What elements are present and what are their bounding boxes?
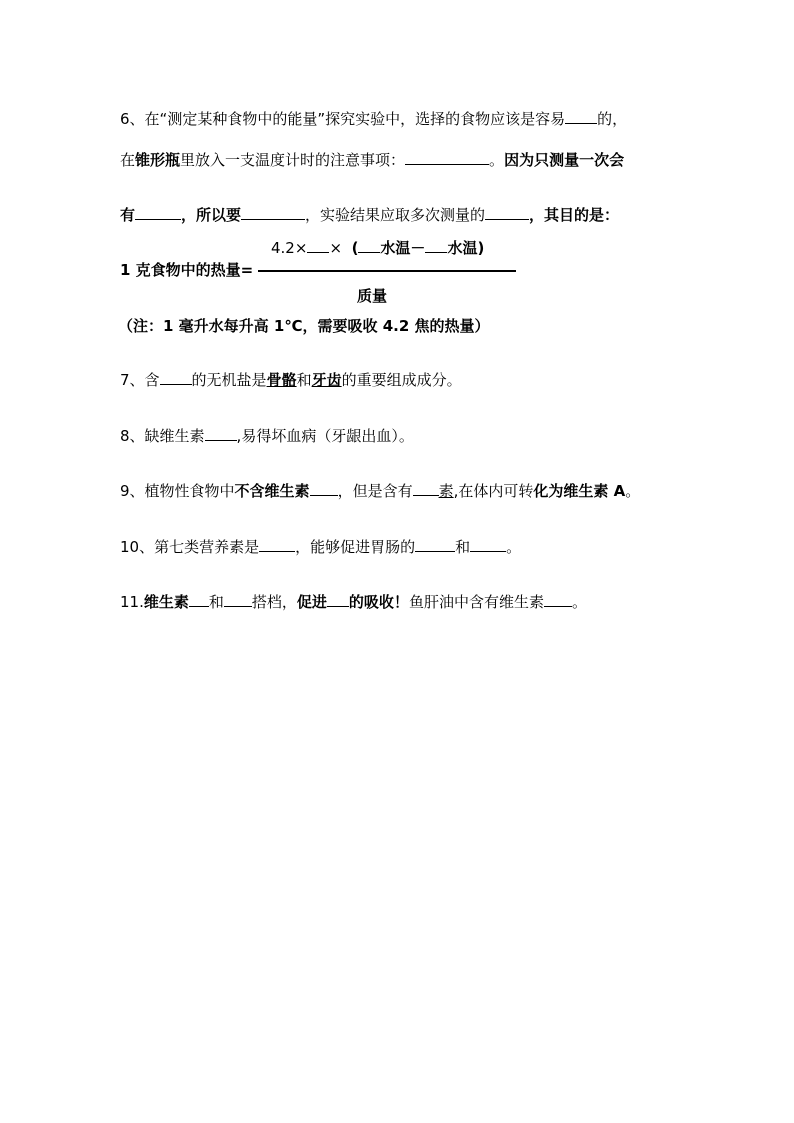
numerator-part: (	[351, 239, 359, 257]
q9-text: ，但是含有	[337, 482, 413, 500]
q8-line	[120, 426, 414, 446]
q6-blank-5[interactable]	[485, 205, 529, 220]
q7-text: 7、含	[120, 371, 160, 389]
q6-blank-2[interactable]	[405, 150, 489, 165]
q6-term-flask: 锥形瓶	[135, 151, 181, 169]
q6-line1	[120, 109, 627, 129]
q6-blank-4[interactable]	[241, 205, 305, 220]
q11-text-bold: 的吸收！	[348, 593, 409, 611]
numerator-part: 4.2×	[271, 239, 308, 257]
q9-text-bold: 不含维生素	[234, 482, 310, 500]
q10-text: 和	[455, 538, 471, 556]
q6-blank-3[interactable]	[135, 205, 181, 220]
q6-note: （注：1 毫升水每升高 1℃，需要吸收 4.2 焦的热量）	[118, 317, 490, 335]
q9-blank-2[interactable]	[413, 481, 439, 496]
q6-line2	[120, 150, 624, 170]
q11-blank-1[interactable]	[189, 592, 209, 607]
q6-text: 在	[120, 151, 136, 169]
formula-prefix: 1 克食物中的热量=	[120, 261, 254, 279]
q9-text: 9、植物性食物中	[120, 482, 235, 500]
q9-line	[120, 481, 640, 501]
q7-term-teeth: 牙齿	[311, 371, 342, 389]
q10-blank-2[interactable]	[415, 537, 455, 552]
q11-text: 鱼肝油中含有维生素	[408, 593, 544, 611]
fraction-bar	[258, 270, 516, 272]
q9-text: 。	[625, 482, 641, 500]
q10-line	[120, 537, 521, 557]
numerator-part: 水温－	[380, 239, 426, 257]
q11-text-bold: 促进	[296, 593, 327, 611]
q8-text: ,易得坏血病（牙龈出血）。	[236, 427, 414, 445]
numerator-blank-3[interactable]	[425, 238, 447, 253]
q7-text: 和	[296, 371, 312, 389]
q6-text: 。	[489, 151, 505, 169]
q11-text-bold: 维生素	[143, 593, 189, 611]
q6-line3	[120, 205, 619, 225]
formula-denominator: 质量	[357, 287, 388, 305]
q9-blank-1[interactable]	[310, 481, 338, 496]
q10-text: ，能够促进胃肠的	[295, 538, 416, 556]
q7-term-bone: 骨骼	[266, 371, 297, 389]
q6-text: 里放入一支温度计时的注意事项：	[180, 151, 406, 169]
q7-blank-1[interactable]	[160, 370, 192, 385]
q11-text: 。	[571, 593, 587, 611]
numerator-part: ×	[329, 239, 343, 257]
q6-text: 的，	[597, 110, 628, 128]
q10-text: 10、第七类营养素是	[120, 538, 260, 556]
q6-text-bold: 有	[120, 206, 136, 224]
q6-text-bold: ，其目的是：	[529, 206, 620, 224]
q11-text: 11.	[120, 593, 144, 611]
q6-text: 6、在“测定某种食物中的能量”探究实验中，选择的食物应该是容易	[120, 110, 566, 128]
q7-text: 的重要组成成分。	[341, 371, 462, 389]
q10-blank-3[interactable]	[470, 537, 506, 552]
q11-text: 搭档，	[251, 593, 297, 611]
q6-text: ，实验结果应取多次测量的	[305, 206, 486, 224]
q9-text: ,在体内可转	[453, 482, 534, 500]
q8-blank-1[interactable]	[205, 426, 237, 441]
q11-blank-4[interactable]	[544, 592, 572, 607]
q9-text-underlined: 素	[438, 482, 454, 500]
q10-blank-1[interactable]	[259, 537, 295, 552]
q10-text: 。	[506, 538, 522, 556]
q6-text-bold: 因为只测量一次会	[504, 151, 625, 169]
q11-blank-2[interactable]	[224, 592, 252, 607]
numerator-blank-2[interactable]	[358, 238, 380, 253]
q8-text: 8、缺维生素	[120, 427, 205, 445]
q11-blank-3[interactable]	[327, 592, 349, 607]
q11-line	[120, 592, 587, 612]
formula-numerator	[271, 238, 484, 258]
numerator-part: 水温)	[447, 239, 485, 257]
q7-line	[120, 370, 462, 390]
numerator-blank-1[interactable]	[307, 238, 329, 253]
q11-text: 和	[208, 593, 224, 611]
q6-blank-1[interactable]	[565, 109, 597, 124]
q7-text: 的无机盐是	[191, 371, 267, 389]
q6-text-bold: ，所以要	[181, 206, 242, 224]
q9-text-bold: 化为维生素 A	[533, 482, 626, 500]
